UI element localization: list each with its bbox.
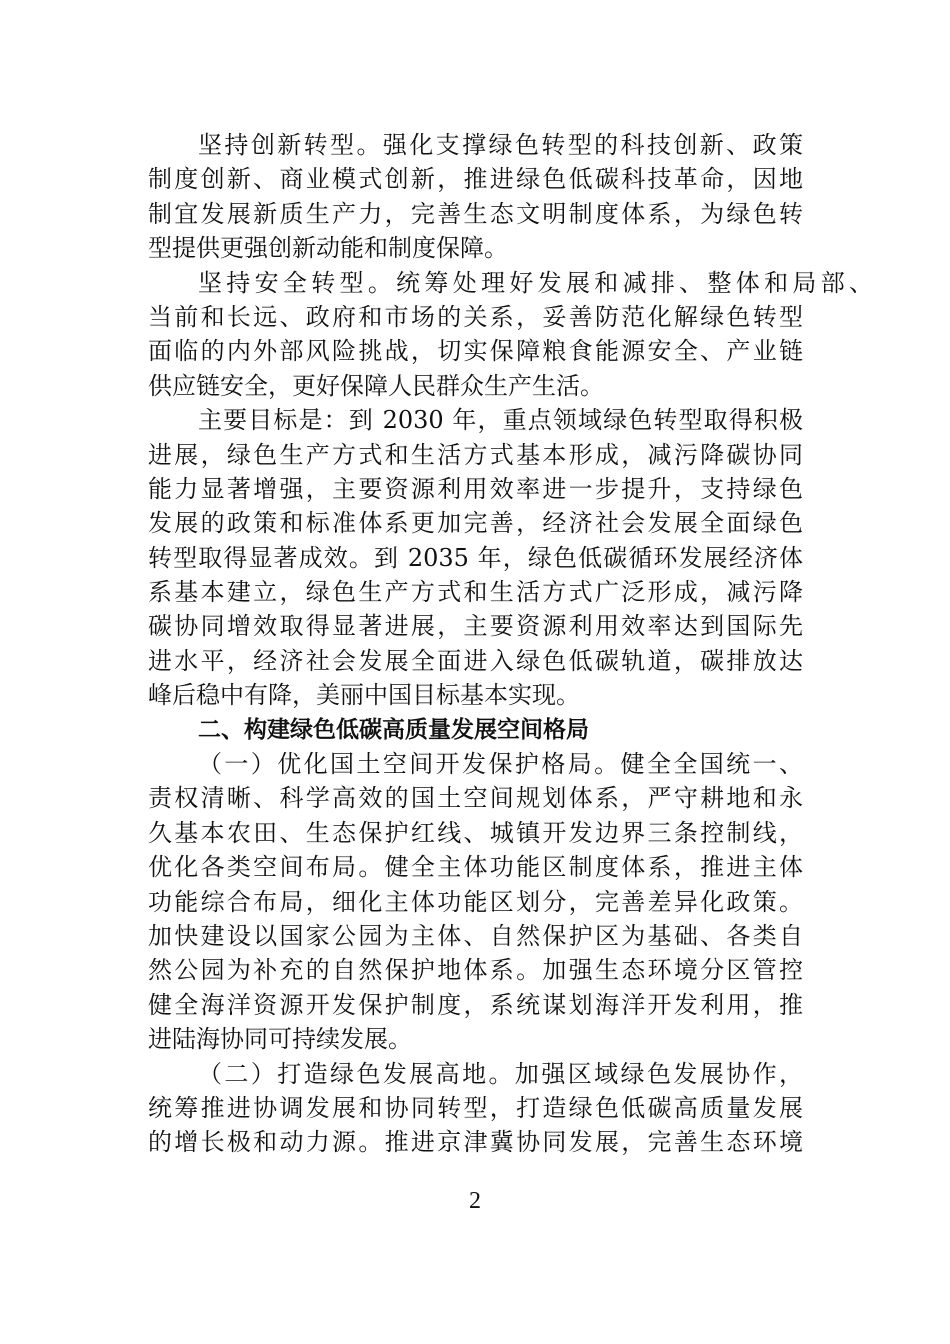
text-line: 进陆海协同可持续发展。 (148, 1025, 412, 1054)
text-line: 的增长极和动力源。推进京津冀协同发展，完善生态环境 (148, 1128, 803, 1157)
paragraph (148, 747, 803, 1057)
text-line: 系基本建立，绿色生产方式和生活方式广泛形成，减污降 (148, 578, 803, 607)
text-line: 当前和长远、政府和市场的关系，妥善防范化解绿色转型 (148, 302, 803, 331)
page-number: 2 (469, 1188, 481, 1214)
text-line: 健全海洋资源开发保护制度，系统谋划海洋开发利用，推 (148, 990, 803, 1019)
text-line: 进水平，经济社会发展全面进入绿色低碳轨道，碳排放达 (148, 646, 803, 675)
text-line: 久基本农田、生态保护红线、城镇开发边界三条控制线， (148, 818, 803, 847)
text-line: 然公园为补充的自然保护地体系。加强生态环境分区管控 (148, 956, 803, 985)
text-line: 转型取得显著成效。到 2035 年，绿色低碳循环发展经济体 (148, 543, 803, 572)
text-line: 坚持安全转型。统筹处理好发展和减排、整体和局部、 (198, 268, 873, 297)
text-line: 制宜发展新质生产力，完善生态文明制度体系，为绿色转 (148, 199, 803, 228)
section-heading (148, 713, 803, 747)
document-body (148, 128, 873, 1160)
text-line: 加快建设以国家公园为主体、自然保护区为基础、各类自 (148, 921, 803, 950)
text-line: 发展的政策和标准体系更加完善，经济社会发展全面绿色 (148, 509, 803, 538)
text-line: 优化各类空间布局。健全主体功能区制度体系，推进主体 (148, 853, 803, 882)
text-line: 峰后稳中有降，美丽中国目标基本实现。 (148, 681, 580, 710)
text-line: 功能综合布局，细化主体功能区划分，完善差异化政策。 (148, 887, 803, 916)
text-line: 型提供更强创新动能和制度保障。 (148, 234, 508, 263)
text-line: 坚持创新转型。强化支撑绿色转型的科技创新、政策 (198, 131, 803, 159)
text-line: 责权清晰、科学高效的国土空间规划体系，严守耕地和永 (148, 784, 803, 813)
text-line: 统筹推进协调发展和协同转型，打造绿色低碳高质量发展 (148, 1093, 803, 1122)
text-line: 进展，绿色生产方式和生活方式基本形成，减污降碳协同 (148, 440, 803, 469)
text-line: 供应链安全，更好保障人民群众生产生活。 (148, 371, 604, 400)
paragraph (148, 266, 873, 404)
text-line: 主要目标是：到 2030 年，重点领域绿色转型取得积极 (198, 406, 803, 435)
text-line: （二）打造绿色发展高地。加强区域绿色发展协作， (198, 1059, 803, 1088)
text-line: （一）优化国土空间开发保护格局。健全全国统一、 (198, 750, 803, 779)
text-line: 面临的内外部风险挑战，切实保障粮食能源安全、产业链 (148, 337, 803, 366)
text-line: 碳协同增效取得显著进展，主要资源利用效率达到国际先 (148, 612, 803, 641)
text-line: 能力显著增强，主要资源利用效率进一步提升，支持绿色 (148, 474, 803, 503)
paragraph (148, 403, 803, 713)
text-line: 制度创新、商业模式创新，推进绿色低碳科技革命，因地 (148, 165, 803, 194)
paragraph (148, 1057, 803, 1160)
text-line: 二、构建绿色低碳高质量发展空间格局 (198, 716, 589, 743)
paragraph (148, 128, 803, 266)
